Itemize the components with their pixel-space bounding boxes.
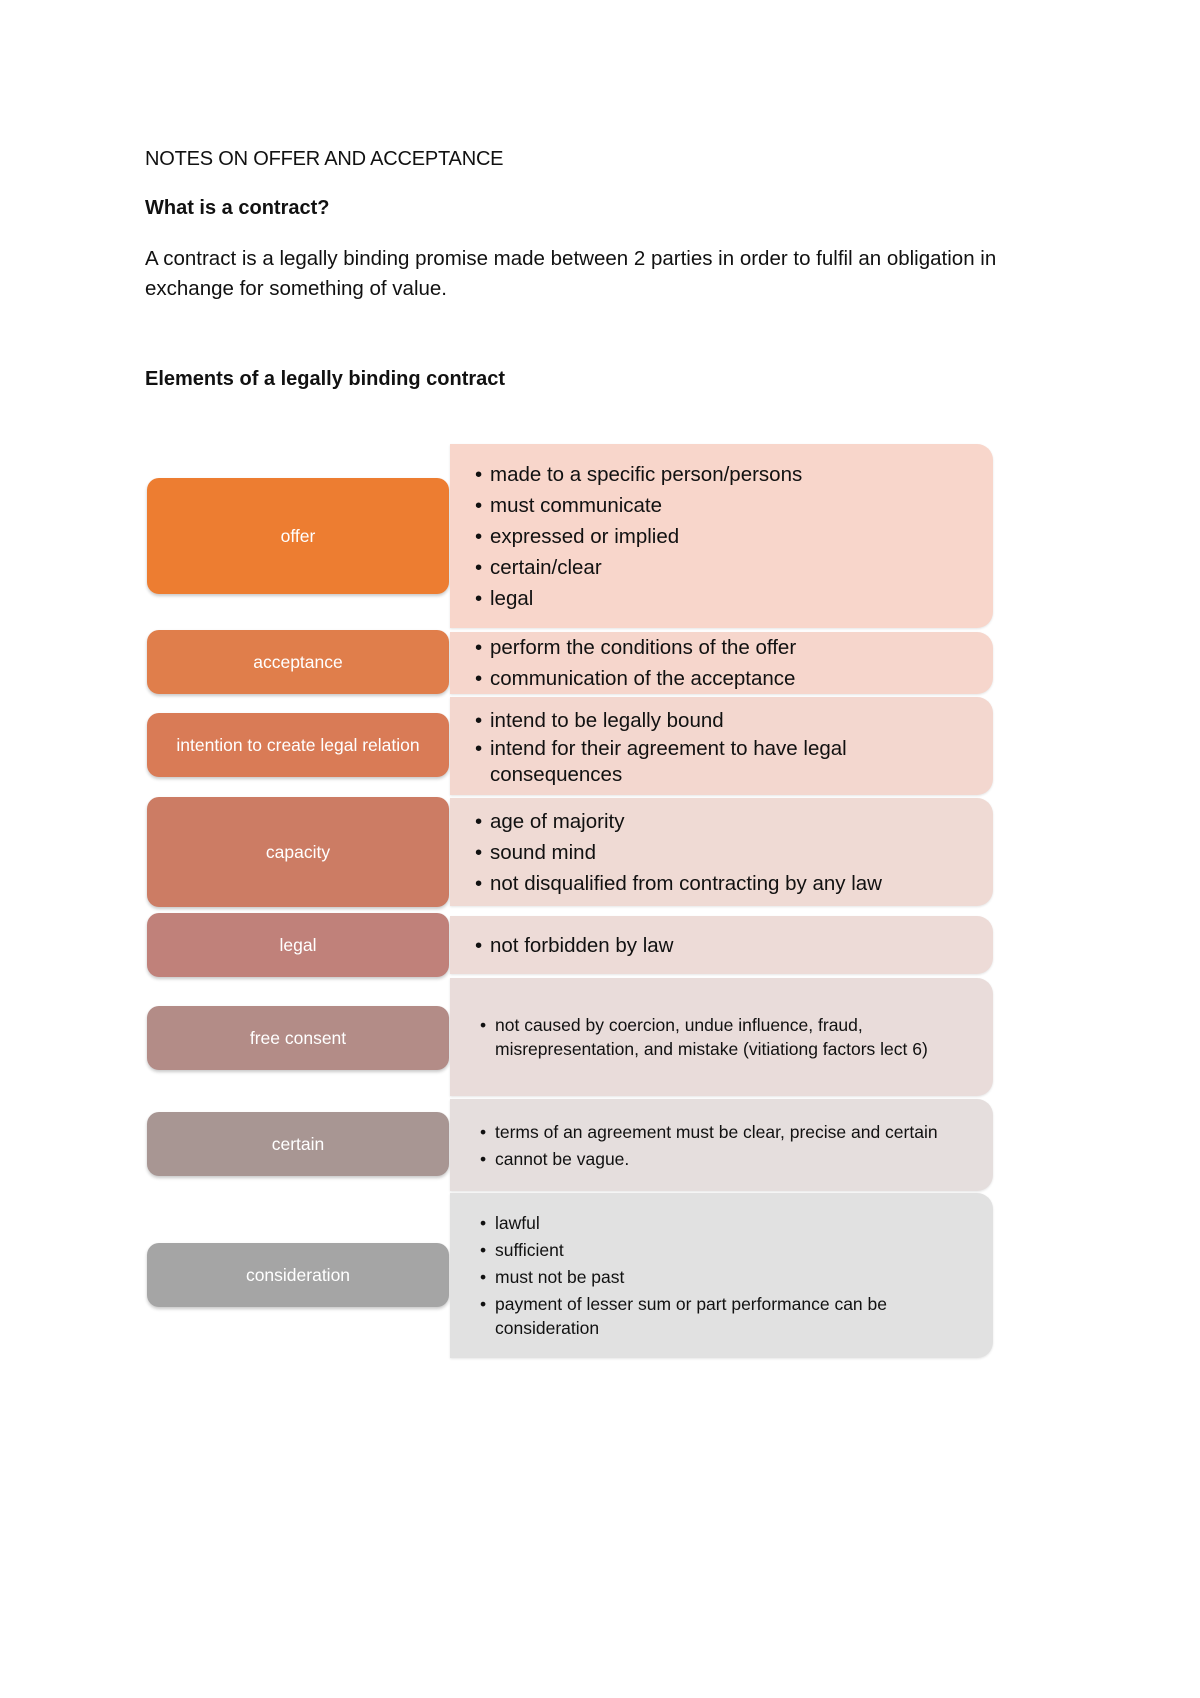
element-details-intention-to-create-legal-relation [450, 697, 993, 795]
element-point: • lawful [495, 1211, 953, 1235]
element-points-list [490, 705, 965, 788]
element-details-acceptance [450, 632, 993, 694]
element-points-list [495, 1211, 953, 1340]
element-point: • must not be past [495, 1265, 953, 1289]
element-point: • sound mind [490, 837, 965, 868]
element-points-list [490, 632, 965, 694]
element-details-free-consent [450, 978, 993, 1096]
element-label-capacity: capacity [147, 797, 449, 907]
element-point: • expressed or implied [490, 521, 965, 552]
element-details-capacity [450, 798, 993, 906]
element-label-free-consent: free consent [147, 1006, 449, 1070]
element-points-list [490, 930, 965, 961]
element-point: • certain/clear [490, 552, 965, 583]
element-point: • not disqualified from contracting by any law [490, 868, 965, 899]
element-point: • terms of an agreement must be clear, precise and certain [495, 1120, 953, 1144]
element-point: • legal [490, 583, 965, 614]
element-label-offer: offer [147, 478, 449, 594]
element-point: • age of majority [490, 806, 965, 837]
element-point: • made to a specific person/persons [490, 459, 965, 490]
element-details-offer [450, 444, 993, 628]
element-details-legal [450, 916, 993, 974]
element-point: • not caused by coercion, undue influence, fraud, misrepresentation, and mistake (vitiationg factors lect 6) [495, 1013, 953, 1061]
element-point: • intend to be legally bound [490, 705, 965, 736]
element-point: • must communicate [490, 490, 965, 521]
element-details-consideration [450, 1193, 993, 1358]
element-point: • not forbidden by law [490, 930, 965, 961]
element-point: • cannot be vague. [495, 1147, 953, 1171]
element-point: • perform the conditions of the offer [490, 632, 965, 663]
section-heading: Elements of a legally binding contract [145, 368, 506, 390]
element-label-legal: legal [147, 913, 449, 977]
element-details-certain [450, 1099, 993, 1191]
element-label-consideration: consideration [147, 1243, 449, 1307]
element-point: • communication of the acceptance [490, 663, 965, 694]
question-heading: What is a contract? [145, 197, 330, 219]
element-points-list [490, 459, 965, 614]
document-title: NOTES ON OFFER AND ACCEPTANCE [145, 148, 504, 170]
element-point: • intend for their agreement to have legal consequences [490, 736, 965, 788]
element-label-acceptance: acceptance [147, 630, 449, 694]
element-point: • payment of lesser sum or part performance can be consideration [495, 1292, 953, 1340]
element-points-list [495, 1120, 953, 1171]
element-points-list [495, 1013, 953, 1061]
element-label-intention-to-create-legal-relation: intention to create legal relation [147, 713, 449, 777]
element-label-certain: certain [147, 1112, 449, 1176]
element-points-list [490, 806, 965, 899]
contract-definition: A contract is a legally binding promise made between 2 parties in order to fulfil an obligation in exchange for something of value. [145, 247, 997, 300]
element-point: • sufficient [495, 1238, 953, 1262]
